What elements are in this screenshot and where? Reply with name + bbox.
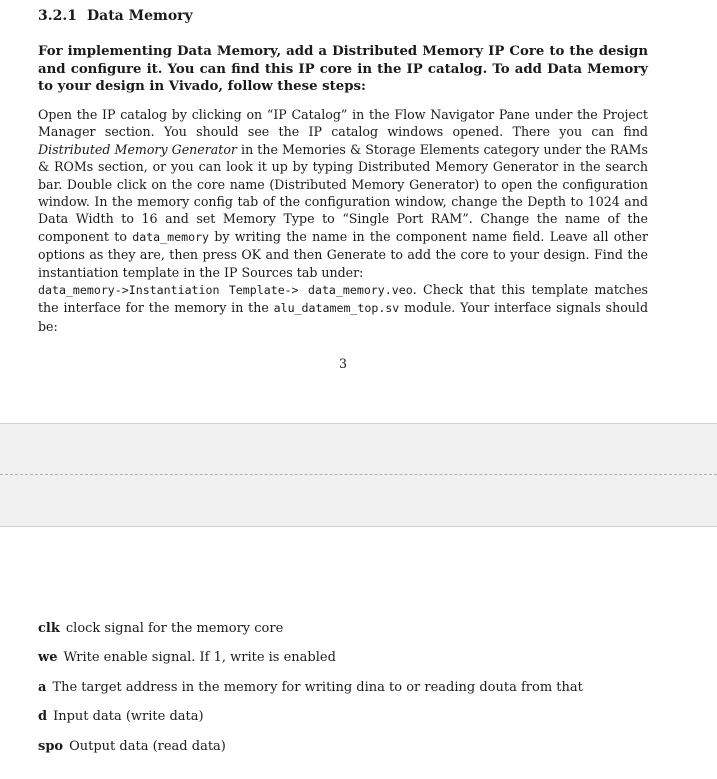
signal-item [38, 648, 583, 677]
page-number: 3 [338, 356, 347, 371]
signal-item [38, 737, 583, 766]
signal-name: d [38, 709, 48, 725]
section-number: 3.2.1 [38, 8, 77, 24]
signal-list [38, 619, 583, 766]
signal-item [38, 619, 583, 648]
instructions-text: by writing the name in the component name field. Leave all other options as they are, then press OK and then Generate to add the core to your design. Find the instantiation template in the IP Sources tab under: [38, 228, 649, 280]
code-module-file: alu_datamem_top.sv [273, 301, 400, 316]
code-template-path: data_memory->Instantiation Template-> data_memory.veo [38, 283, 413, 298]
signal-name: a [38, 679, 47, 695]
instructions-text: module. Your interface signals should be: [38, 300, 649, 334]
signal-name: we [38, 650, 58, 666]
signal-name: clk [38, 621, 60, 636]
page-gap [0, 423, 717, 527]
signal-item [38, 678, 583, 707]
instructions-text: . Check that this template matches the interface for the memory in the [38, 282, 648, 316]
page-break-divider [0, 474, 717, 475]
instructions-paragraph [38, 106, 648, 335]
section-title: Data Memory [86, 8, 193, 24]
signal-description: clock signal for the memory core [65, 621, 284, 636]
code-component-name: data_memory [132, 229, 210, 244]
document-page [0, 527, 717, 779]
signal-name: spo [38, 738, 64, 754]
section-heading [38, 8, 193, 24]
signal-description: The target address in the memory for writing dina to or reading douta from that [52, 679, 583, 695]
intro-paragraph: For implementing Data Memory, add a Distributed Memory IP Core to the design and configure it. You can find this IP core in the IP catalog. To add Data Memory to your design in Vivado, follow these steps: [38, 44, 648, 94]
instructions-text: Open the IP catalog by clicking on “IP Catalog” in the Flow Navigator Pane under the Project Manager section. You should see the IP catalog windows opened. There you can find [38, 107, 648, 140]
instructions-text: in the Memories & Storage Elements category under the RAMs & ROMs section, or you can look it up by typing Distributed Memory Generator in the search bar. Double click on the core name (Distributed Memory Generator) to open the configuration window. In the memory config tab of the configuration window, change the Depth to 1024 and Data Width to 16 and set Memory Type to “Single Port RAM”. Change the name of the component to [38, 141, 648, 244]
signal-description: Output data (read data) [69, 738, 226, 754]
emphasis-distributed-memory-generator: Distributed Memory Generator [38, 141, 237, 157]
signal-description: Input data (write data) [53, 709, 204, 725]
signal-item [38, 707, 583, 736]
signal-description: Write enable signal. If 1, write is enabled [63, 650, 336, 666]
